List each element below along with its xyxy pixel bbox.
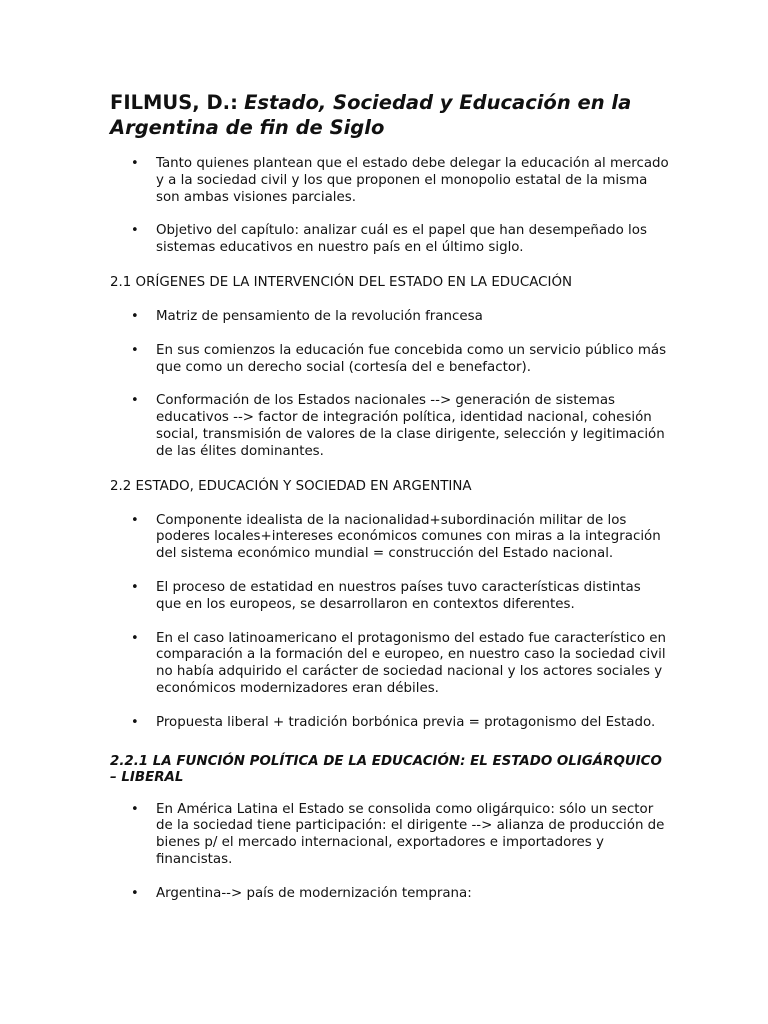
list-item <box>110 156 670 206</box>
list-item-text: Argentina--> país de modernización temprana: <box>156 885 472 901</box>
bullet-icon: • <box>131 714 139 730</box>
list-item <box>110 715 670 732</box>
bullet-icon: • <box>131 223 139 239</box>
bullet-icon: • <box>131 156 139 171</box>
bullet-icon: • <box>131 801 139 817</box>
list-item <box>110 580 670 614</box>
section-heading-2-1: 2.1 ORÍGENES DE LA INTERVENCIÓN DEL ESTADO EN LA EDUCACIÓN <box>110 274 573 290</box>
bullet-icon: • <box>131 342 139 358</box>
section-2-1-list <box>110 309 670 461</box>
list-item-text: Propuesta liberal + tradición borbónica previa = protagonismo del Estado. <box>156 714 656 730</box>
document-page <box>110 90 670 920</box>
list-item <box>110 886 670 903</box>
list-item <box>110 393 670 460</box>
list-item-text: Matriz de pensamiento de la revolución francesa <box>156 308 483 324</box>
list-item-text: Componente idealista de la nacionalidad+subordinación militar de los poderes locales+intereses económicos comunes con miras a la integración del sistema económico mundial = construcción del Estado nacional. <box>156 512 661 562</box>
title-author: FILMUS, D.: <box>110 91 238 114</box>
list-item <box>110 343 670 377</box>
section-heading-2-2: 2.2 ESTADO, EDUCACIÓN Y SOCIEDAD EN ARGENTINA <box>110 478 472 494</box>
list-item-text: En el caso latinoamericano el protagonismo del estado fue característico en comparación a la formación del e europeo, en nuestro caso la sociedad civil no había adquirido el carácter de sociedad nacional y los actores sociales y económicos modernizadores eran débiles. <box>156 630 667 696</box>
list-item-text: Conformación de los Estados nacionales --> generación de sistemas educativos --> factor de integración política, identidad nacional, cohesión social, transmisión de valores de la clase dirigente, selección y legitimación de las élites dominantes. <box>156 393 665 459</box>
list-item-text: Tanto quienes plantean que el estado debe delegar la educación al mercado y a la sociedad civil y los que proponen el monopolio estatal de la misma son ambas visiones parciales. <box>156 156 669 205</box>
intro-list <box>110 156 670 257</box>
bullet-icon: • <box>131 885 139 901</box>
section-2-2-list <box>110 513 670 732</box>
list-item <box>110 631 670 698</box>
list-item-text: El proceso de estatidad en nuestros países tuvo características distintas que en los europeos, se desarrollaron en contextos diferentes. <box>156 579 641 612</box>
section-2-2-1-list <box>110 802 670 903</box>
bullet-icon: • <box>131 579 139 595</box>
document-title <box>110 90 670 140</box>
list-item <box>110 223 670 257</box>
list-item <box>110 802 670 869</box>
section-heading-2-2-1: 2.2.1 LA FUNCIÓN POLÍTICA DE LA EDUCACIÓN: EL ESTADO OLIGÁRQUICO – LIBERAL <box>110 753 662 785</box>
bullet-icon: • <box>131 308 139 324</box>
list-item <box>110 309 670 326</box>
list-item-text: En América Latina el Estado se consolida como oligárquico: sólo un sector de la sociedad tiene participación: el dirigente --> alianza de producción de bienes p/ el mercado internacional, exportadores e importadores y financistas. <box>156 801 665 867</box>
list-item <box>110 513 670 563</box>
title-work: Estado, Sociedad y Educación en la Argentina de fin de Siglo <box>110 91 632 139</box>
list-item-text: En sus comienzos la educación fue concebida como un servicio público más que como un derecho social (cortesía del e benefactor). <box>156 342 667 375</box>
bullet-icon: • <box>131 393 139 409</box>
bullet-icon: • <box>131 512 139 528</box>
bullet-icon: • <box>131 630 139 646</box>
list-item-text: Objetivo del capítulo: analizar cuál es el papel que han desempeñado los sistemas educativos en nuestro país en el último siglo. <box>156 223 647 256</box>
